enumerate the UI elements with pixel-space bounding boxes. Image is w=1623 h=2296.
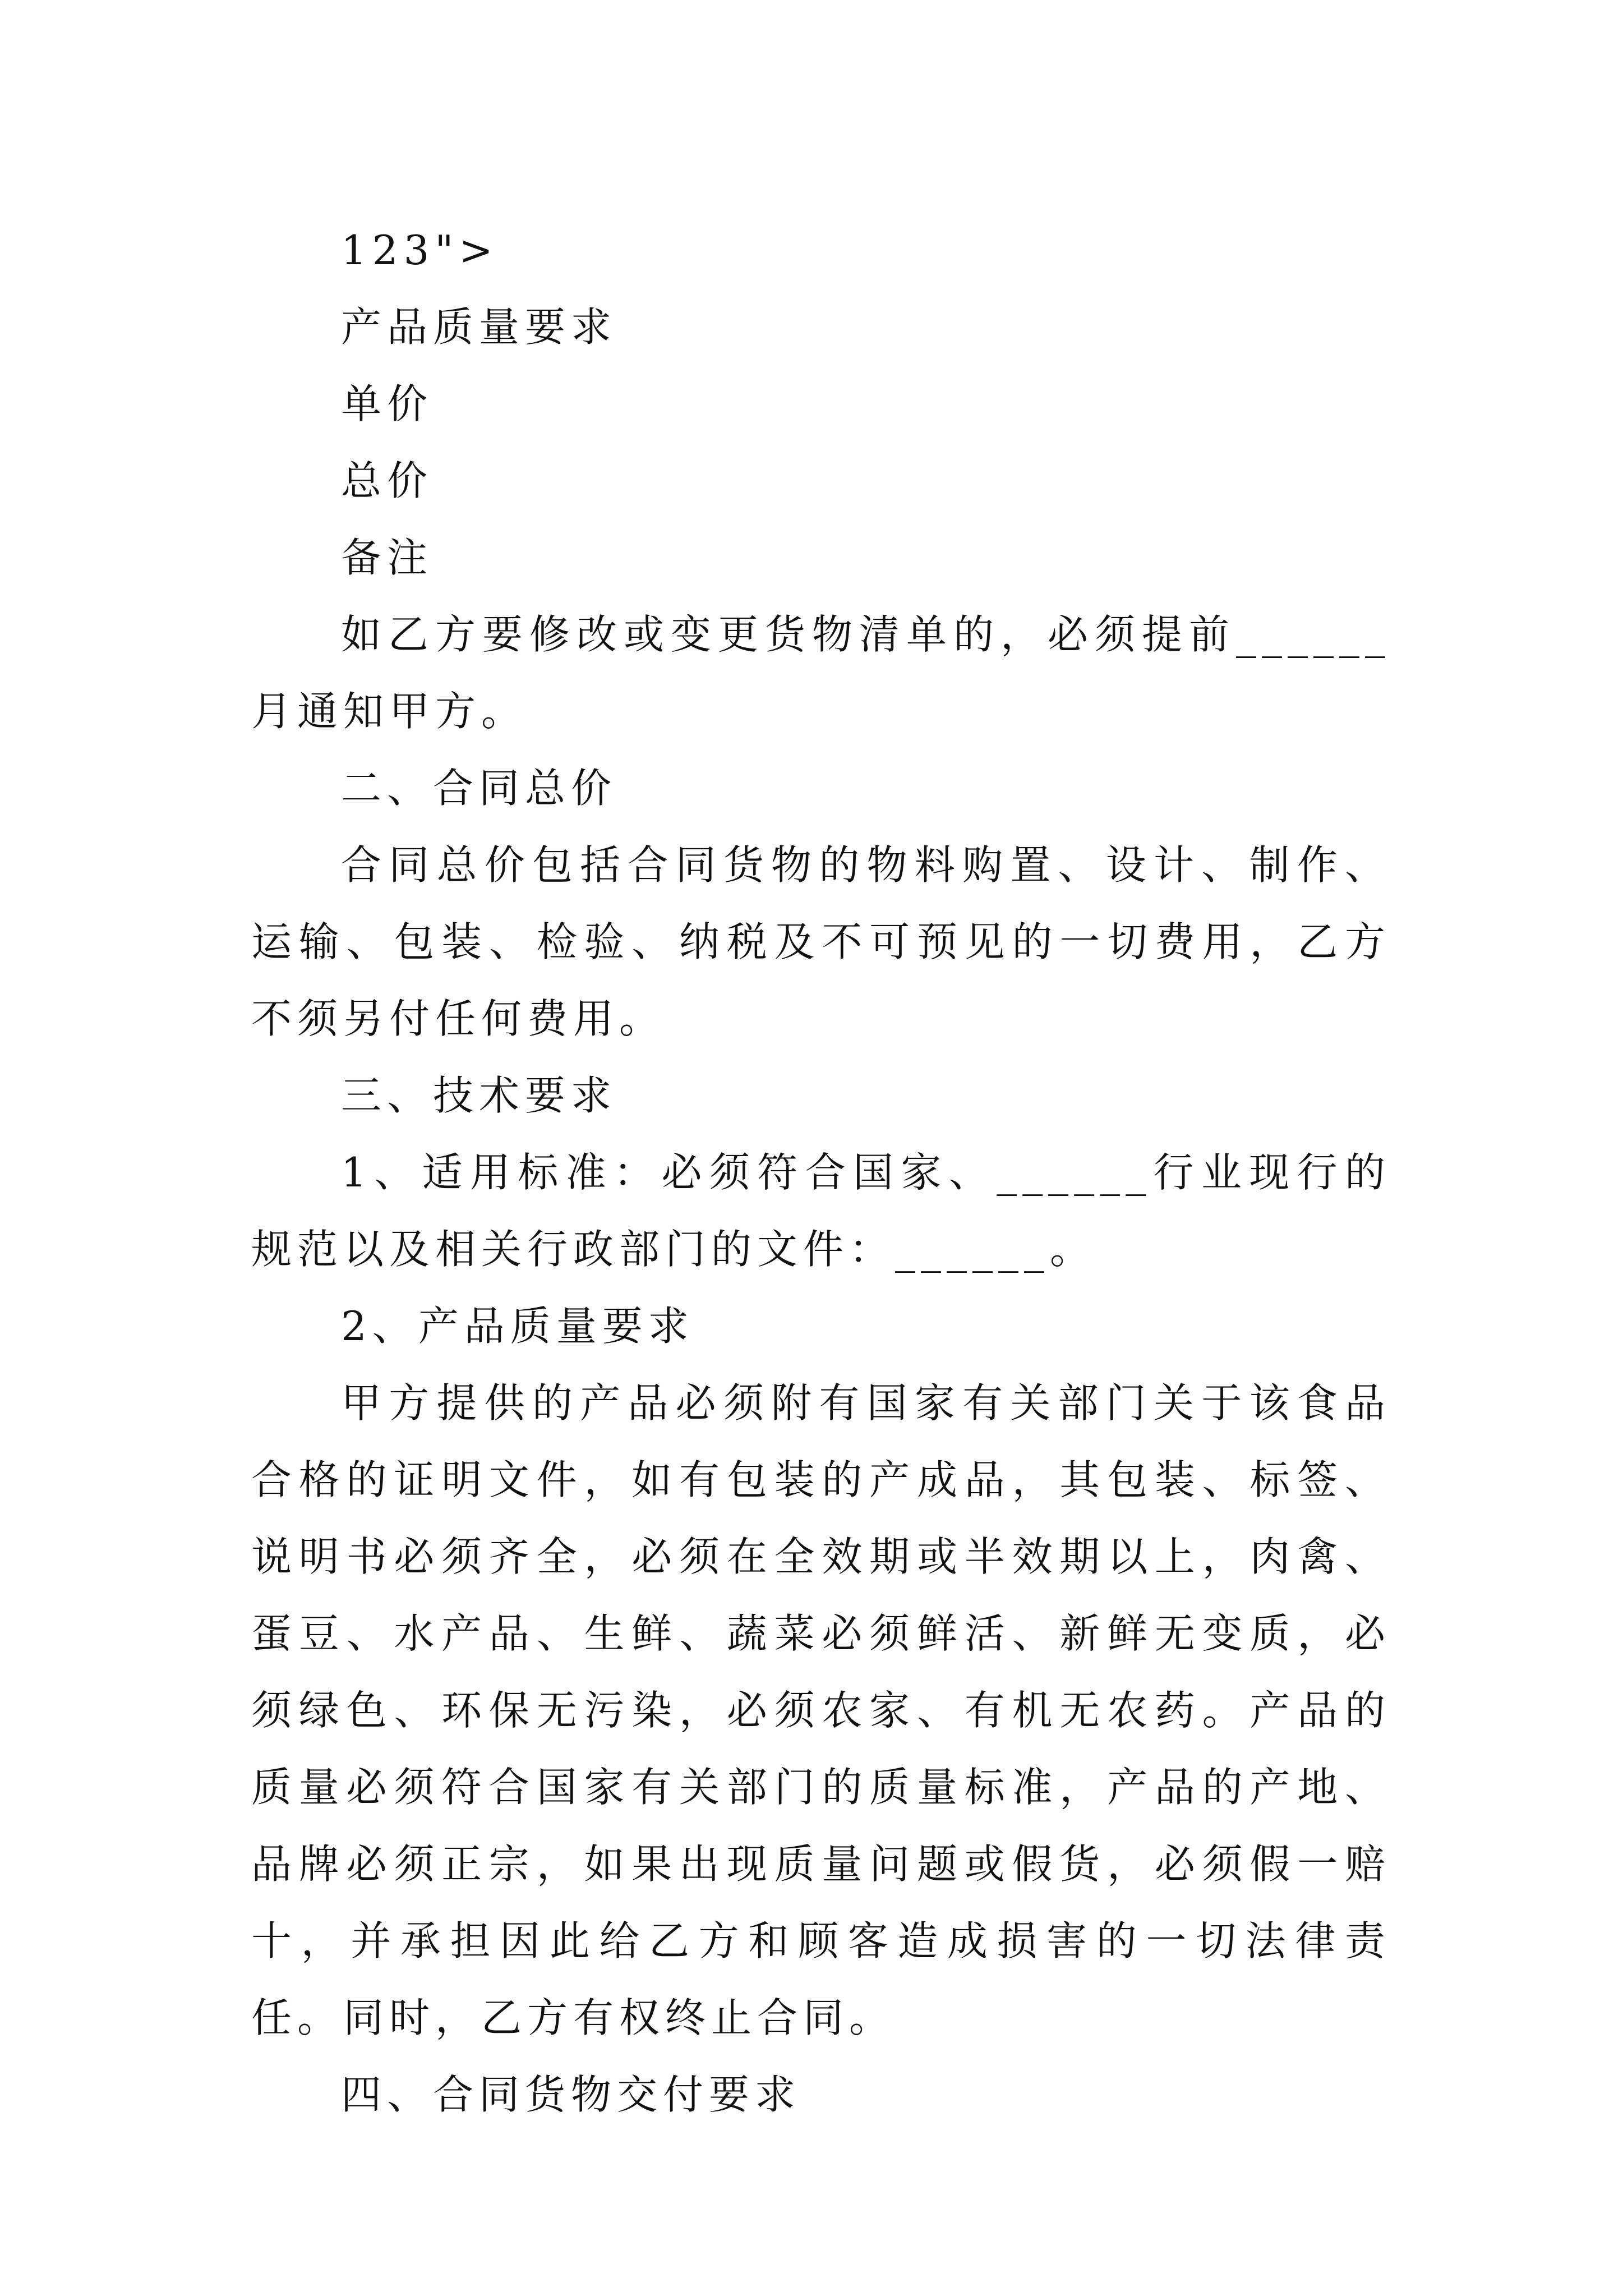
notice-text-before: 如乙方要修改或变更货物清单的，必须提前	[341, 611, 1236, 658]
section-2-body: 合同总价包括合同货物的物料购置、设计、制作、运输、包装、检验、纳税及不可预见的一切费用，乙方不须另付任何费用。	[251, 841, 1391, 1042]
document-body	[251, 212, 1391, 2133]
standard-blank-1: ______	[997, 1149, 1152, 1196]
standard-text-3: 。	[1050, 1226, 1096, 1273]
section-4-heading: 四、合同货物交付要求	[341, 2071, 801, 2118]
item-unit-price: 单价	[341, 380, 434, 427]
quality-requirement-body: 甲方提供的产品必须附有国家有关部门关于该食品合格的证明文件，如有包装的产成品，其包装、标签、说明书必须齐全，必须在全效期或半效期以上，肉禽、蛋豆、水产品、生鲜、蔬菜必须鲜活、新鲜无变质，必须绿色、环保无污染，必须农家、有机无农药。产品的质量必须符合国家有关部门的质量标准，产品的产地、品牌必须正宗，如果出现质量问题或假货，必须假一赔十，并承担因此给乙方和顾客造成损害的一切法律责任。同时，乙方有权终止合同。	[251, 1379, 1391, 2041]
section-2-heading: 二、合同总价	[341, 765, 617, 812]
standard-text-1: 1、适用标准：必须符合国家、	[341, 1149, 997, 1196]
standard-text-2: 行业现行的规范以及相关行政部门的文件：	[251, 1149, 1391, 1273]
applicable-standard-paragraph	[251, 1134, 1391, 1288]
change-notice-paragraph	[251, 596, 1391, 750]
top-fragment: 123">	[341, 227, 499, 274]
notice-text-after: 月通知甲方。	[251, 688, 528, 735]
notice-blank: ______	[1236, 611, 1391, 658]
item-remarks: 备注	[341, 534, 434, 581]
item-quality-requirement: 产品质量要求	[341, 303, 617, 351]
standard-blank-2: ______	[895, 1226, 1050, 1273]
item-total-price: 总价	[341, 457, 434, 504]
section-3-heading: 三、技术要求	[341, 1072, 617, 1119]
quality-requirement-heading: 2、产品质量要求	[341, 1303, 694, 1350]
